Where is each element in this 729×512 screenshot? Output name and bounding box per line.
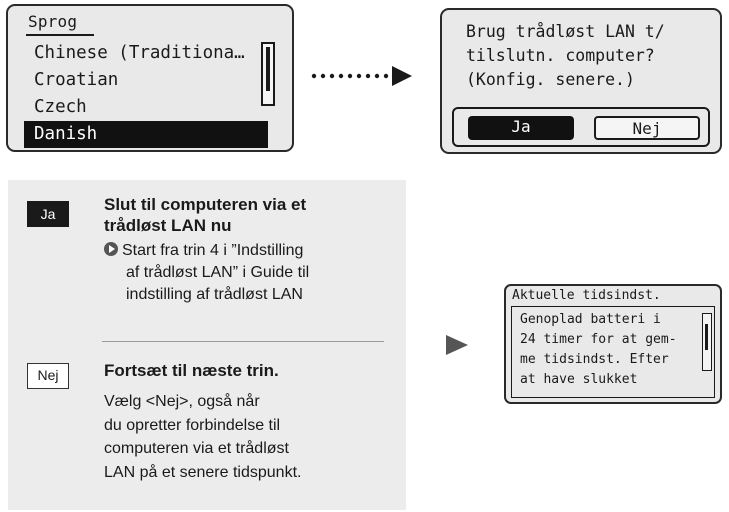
- clock-screen-title: Aktuelle tidsindst.: [512, 288, 661, 303]
- language-item-croatian[interactable]: Croatian: [34, 70, 119, 90]
- no-button[interactable]: Nej: [594, 116, 700, 140]
- language-item-chinese-traditional[interactable]: Chinese (Traditiona…: [34, 43, 245, 63]
- message-box: [511, 306, 715, 398]
- yes-option-heading: [104, 194, 394, 236]
- yes-option-body: [104, 240, 399, 306]
- language-lcd-screen: [6, 4, 294, 152]
- divider: [102, 341, 384, 342]
- prompt-line: Brug trådløst LAN t/: [466, 22, 665, 41]
- message-scrollbar[interactable]: [702, 313, 712, 371]
- language-list-scrollbar[interactable]: [261, 42, 275, 106]
- prompt-line: (Konfig. senere.): [466, 70, 635, 89]
- no-option-body: [104, 390, 394, 484]
- no-option-tag: Nej: [27, 363, 69, 389]
- message-line: at have slukket: [520, 372, 638, 387]
- wireless-lcd-screen: [440, 8, 722, 154]
- dotted-arrow-icon: [308, 64, 420, 88]
- heading-line: trådløst LAN nu: [104, 216, 232, 235]
- choice-button-row: [452, 107, 710, 147]
- no-option-heading: Fortsæt til næste trin.: [104, 361, 279, 380]
- scrollbar-thumb[interactable]: [266, 47, 270, 91]
- message-line: me tidsindst. Efter: [520, 352, 669, 367]
- body-line: Vælg <Nej>, også når: [104, 393, 260, 410]
- circle-arrow-icon: [104, 242, 118, 256]
- clock-lcd-screen: [504, 284, 722, 404]
- body-line: [104, 240, 399, 262]
- yes-option-tag: Ja: [27, 201, 69, 227]
- battery-message: [520, 310, 700, 390]
- body-line: du opretter forbindelse til: [104, 416, 281, 434]
- heading-line: Slut til computeren via et: [104, 195, 307, 214]
- language-list: [24, 40, 268, 148]
- yes-button[interactable]: Ja: [468, 116, 574, 140]
- body-line: af trådløst LAN” i Guide til: [126, 264, 310, 281]
- instruction-panel: [8, 180, 406, 510]
- body-line: LAN på et senere tidspunkt.: [104, 463, 302, 481]
- language-item-danish[interactable]: Danish: [24, 121, 268, 148]
- prompt-line: tilslutn. computer?: [466, 46, 655, 65]
- title-underline: [26, 34, 94, 36]
- language-item-czech[interactable]: Czech: [34, 97, 87, 117]
- body-line-text: Start fra trin 4 i ”Indstilling: [122, 242, 304, 259]
- solid-arrow-icon: [444, 334, 470, 356]
- wireless-prompt: [466, 20, 716, 92]
- message-line: Genoplad batteri i: [520, 312, 661, 327]
- body-line: computeren via et trådløst: [104, 440, 289, 457]
- message-line: 24 timer for at gem-: [520, 332, 677, 347]
- body-line: indstilling af trådløst LAN: [126, 286, 303, 303]
- language-screen-title: Sprog: [28, 12, 78, 31]
- scrollbar-thumb[interactable]: [705, 324, 708, 350]
